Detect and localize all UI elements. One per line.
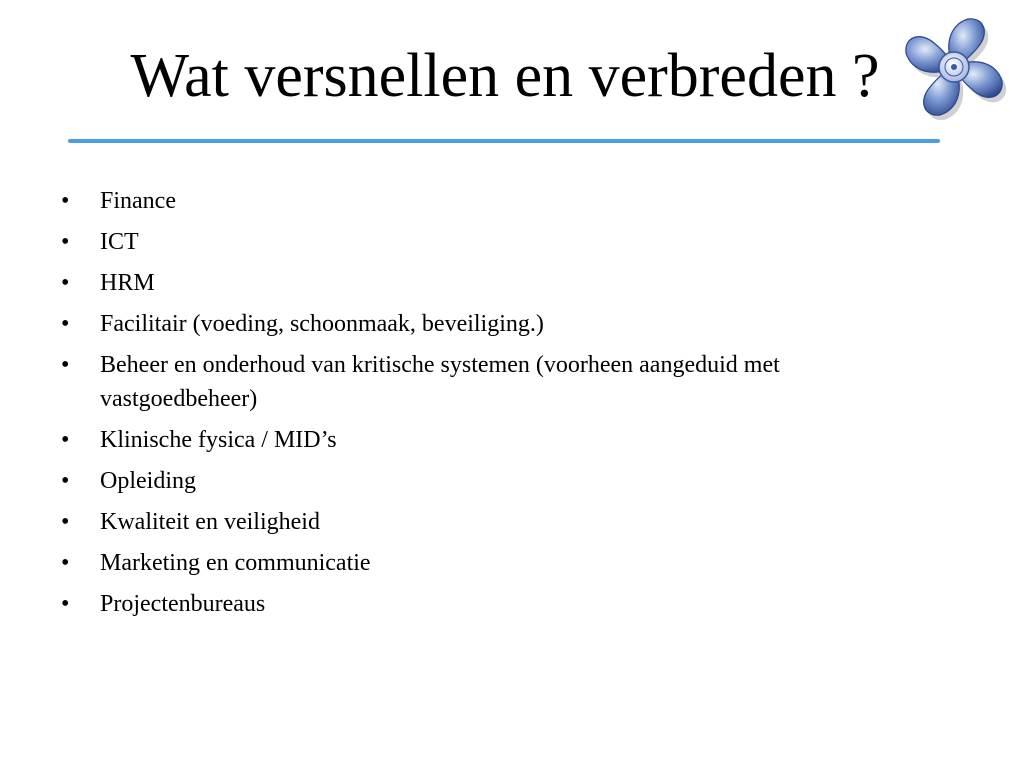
bullet-icon: •: [61, 270, 70, 296]
title-divider: [68, 139, 940, 143]
list-item: [56, 464, 936, 498]
bullet-icon: •: [61, 229, 70, 255]
bullet-icon: •: [61, 427, 70, 453]
list-item: [56, 587, 936, 621]
list-item: [56, 225, 936, 259]
list-item-text: Finance: [100, 188, 176, 214]
list-item-text: Projectenbureaus: [100, 591, 266, 617]
list-item: [56, 184, 936, 218]
bullet-icon: •: [61, 311, 70, 337]
list-item-text: Facilitair (voeding, schoonmaak, beveiliging.): [100, 311, 544, 337]
list-item-text: ICT: [100, 229, 139, 255]
list-item: [56, 348, 936, 416]
list-item-text: Beheer en onderhoud van kritische systemen (voorheen aangeduid met vastgoedbeheer): [100, 352, 780, 412]
list-item: [56, 266, 936, 300]
list-item: [56, 546, 936, 580]
bullet-icon: •: [61, 352, 70, 378]
bullet-icon: •: [61, 509, 70, 535]
bullet-icon: •: [61, 550, 70, 576]
bullet-icon: •: [61, 468, 70, 494]
list-item-text: Opleiding: [100, 468, 196, 494]
bullet-icon: •: [61, 591, 70, 617]
list-item: [56, 423, 936, 457]
propeller-logo-icon: [900, 14, 1008, 120]
bullet-icon: •: [61, 188, 70, 214]
list-item: [56, 307, 936, 341]
list-item: [56, 505, 936, 539]
slide-title: Wat versnellen en verbreden ?: [130, 42, 880, 110]
list-item-text: Klinische fysica / MID’s: [100, 427, 337, 453]
bullet-list: [56, 184, 936, 628]
list-item-text: Kwaliteit en veiligheid: [100, 509, 320, 535]
list-item-text: Marketing en communicatie: [100, 550, 371, 576]
list-item-text: HRM: [100, 270, 155, 296]
